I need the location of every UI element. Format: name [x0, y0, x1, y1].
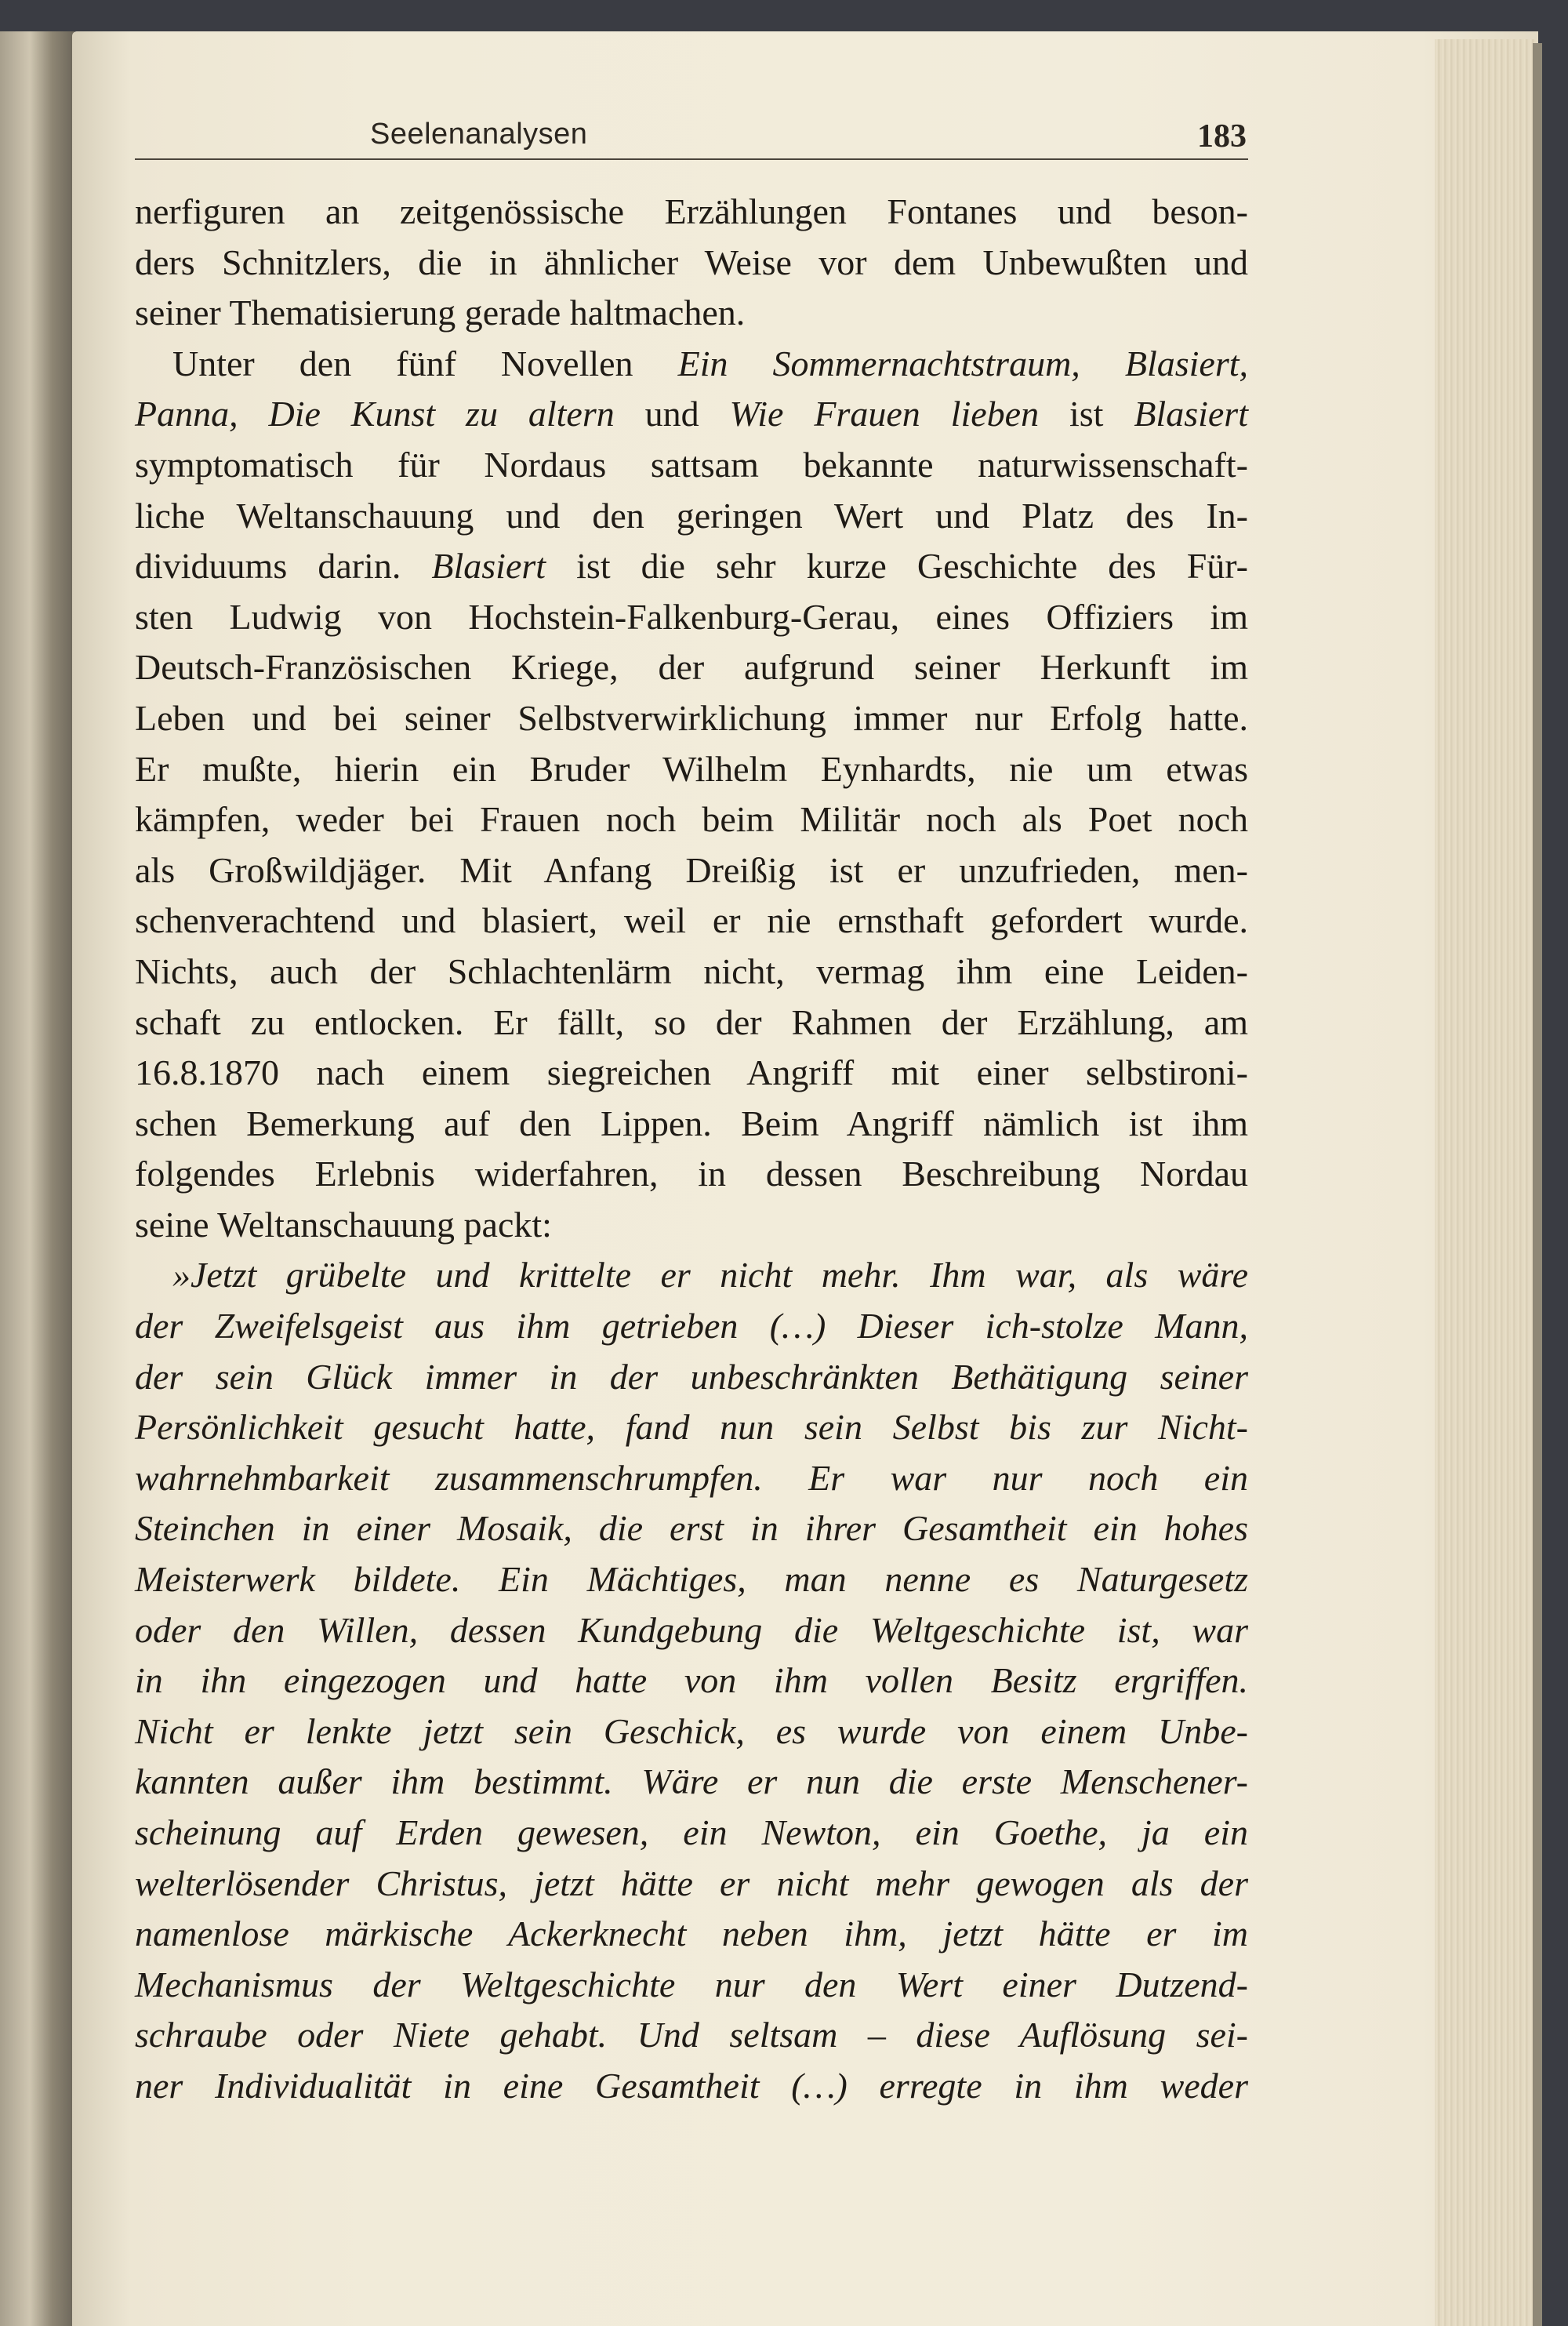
text-line: liche Weltanschauung und den geringen Wert und Platz des In-	[135, 495, 1248, 536]
text-line: schen Bemerkung auf den Lippen. Beim Angriff nämlich ist ihm	[135, 1103, 1248, 1143]
quote-line: welterlösender Christus, jetzt hätte er nicht mehr gewogen als der	[135, 1863, 1248, 1903]
text-line: symptomatisch für Nordaus sattsam bekannte naturwissenschaft-	[135, 444, 1248, 485]
header-rule	[135, 158, 1248, 160]
text-line: Unter den fünf Novellen Ein Sommernachtstraum, Blasiert,	[172, 343, 1249, 383]
work-title: Panna, Die Kunst zu altern	[135, 394, 615, 434]
work-title: Blasiert	[1134, 394, 1248, 434]
text-line: seine Weltanschauung packt:	[135, 1204, 552, 1245]
text-line: als Großwildjäger. Mit Anfang Dreißig ist er unzufrieden, men-	[135, 849, 1248, 890]
page-number: 183	[1197, 118, 1247, 154]
page-stack-shadow	[1533, 43, 1542, 2326]
quote-line: wahrnehmbarkeit zusammenschrumpfen. Er war nur noch ein	[135, 1457, 1248, 1498]
text-line: seiner Thematisierung gerade haltmachen.	[135, 293, 746, 333]
quote-line: der sein Glück immer in der unbeschränkten Bethätigung seiner	[135, 1356, 1248, 1397]
text-line: Deutsch-Französischen Kriege, der aufgrund seiner Herkunft im	[135, 647, 1248, 688]
text-line: Panna, Die Kunst zu altern und Wie Frauen lieben ist Blasiert	[135, 394, 1248, 434]
work-title: Blasiert	[431, 546, 546, 587]
text-line: Er mußte, hierin ein Bruder Wilhelm Eynhardts, nie um etwas	[135, 748, 1248, 789]
quote-line: in ihn eingezogen und hatte von ihm vollen Besitz ergriffen.	[135, 1660, 1248, 1701]
quote-line: kannten außer ihm bestimmt. Wäre er nun die erste Menschener-	[135, 1761, 1248, 1802]
quote-line: schraube oder Niete gehabt. Und seltsam – diese Auflösung sei-	[135, 2015, 1248, 2055]
quote-line: Persönlichkeit gesucht hatte, fand nun sein Selbst bis zur Nicht-	[135, 1407, 1248, 1448]
work-title: Wie Frauen lieben	[729, 394, 1040, 434]
text-line: ders Schnitzlers, die in ähnlicher Weise vor dem Unbewußten und	[135, 242, 1248, 282]
text-line: 16.8.1870 nach einem siegreichen Angriff mit einer selbstironi-	[135, 1052, 1248, 1093]
page-stack-edge	[1435, 39, 1537, 2326]
quote-line: Steinchen in einer Mosaik, die erst in ihrer Gesamtheit ein hohes	[135, 1508, 1248, 1549]
text-line: sten Ludwig von Hochstein-Falkenburg-Gerau, eines Offiziers im	[135, 596, 1248, 637]
body-text	[135, 187, 1248, 2112]
quote-line: namenlose märkische Ackerknecht neben ihm, jetzt hätte er im	[135, 1913, 1248, 1954]
quote-line: der Zweifelsgeist aus ihm getrieben (…) Dieser ich-stolze Mann,	[135, 1306, 1248, 1347]
work-title: Ein Sommernachtstraum, Blasiert,	[677, 343, 1249, 383]
text-line: Leben und bei seiner Selbstverwirklichung immer nur Erfolg hatte.	[135, 697, 1248, 738]
previous-page-edge	[0, 31, 74, 2326]
running-title: Seelenanalysen	[370, 118, 588, 151]
text-line: dividuums darin. Blasiert ist die sehr kurze Geschichte des Für-	[135, 546, 1248, 587]
quote-line: Mechanismus der Weltgeschichte nur den Wert einer Dutzend-	[135, 1964, 1248, 2004]
quote-line: Nicht er lenkte jetzt sein Geschick, es wurde von einem Unbe-	[135, 1710, 1248, 1751]
text-line: schenverachtend und blasiert, weil er nie ernsthaft gefordert wurde.	[135, 900, 1248, 941]
quote-line: »Jetzt grübelte und krittelte er nicht mehr. Ihm war, als wäre	[172, 1255, 1248, 1296]
text-line: kämpfen, weder bei Frauen noch beim Militär noch als Poet noch	[135, 799, 1248, 840]
quote-line: oder den Willen, dessen Kundgebung die Weltgeschichte ist, war	[135, 1609, 1248, 1650]
text-line: schaft zu entlocken. Er fällt, so der Rahmen der Erzählung, am	[135, 1001, 1248, 1042]
text-line: Nichts, auch der Schlachtenlärm nicht, vermag ihm eine Leiden-	[135, 950, 1248, 991]
running-head	[135, 110, 1248, 165]
quote-line: Meisterwerk bildete. Ein Mächtiges, man nenne es Naturgesetz	[135, 1559, 1248, 1600]
text-line: folgendes Erlebnis widerfahren, in dessen Beschreibung Nordau	[135, 1154, 1248, 1194]
quote-line: scheinung auf Erden gewesen, ein Newton, ein Goethe, ja ein	[135, 1812, 1248, 1852]
text-line: nerfiguren an zeitgenössische Erzählungen Fontanes und beson-	[135, 191, 1248, 231]
quote-line: ner Individualität in eine Gesamtheit (…) erregte in ihm weder	[135, 2065, 1248, 2106]
